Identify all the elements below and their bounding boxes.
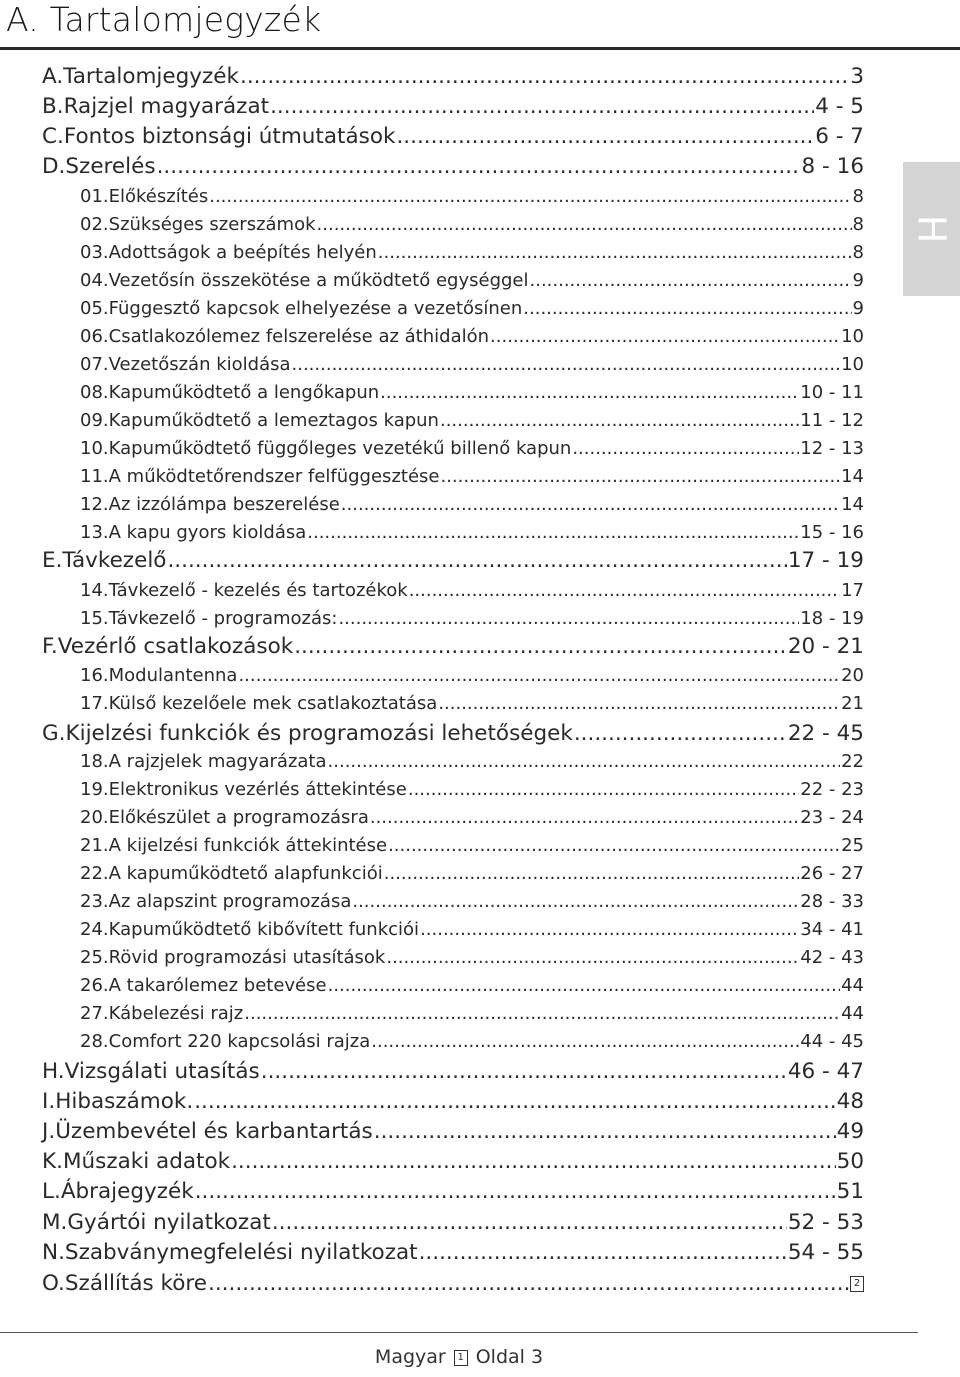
toc-entry	[42, 972, 864, 1000]
page-icon-number: 2	[853, 1278, 861, 1289]
toc-entry-page: 44 - 45	[800, 1031, 864, 1052]
toc-entry-page: 14	[841, 494, 864, 515]
toc-entry-leader-dots	[244, 1000, 840, 1028]
toc-entry-page: 20 - 21	[787, 634, 864, 659]
toc-entry-label: Elektronikus vezérlés áttekintése	[108, 779, 407, 800]
toc-entry-number: 26.	[80, 975, 109, 996]
toc-entry-page: 54 - 55	[787, 1240, 864, 1265]
toc-entry	[42, 1087, 864, 1117]
page-icon	[850, 1276, 864, 1292]
toc-entry-leader-dots	[307, 519, 799, 547]
toc-entry-leader-dots	[408, 776, 799, 804]
toc-entry-label: Kapuműködtető függőleges vezetékű billenő kapun	[108, 438, 572, 459]
toc-entry-leader-dots	[523, 295, 851, 323]
toc-entry-number: E.	[42, 548, 63, 573]
toc-entry-leader-dots	[490, 323, 840, 351]
toc-entry-leader-dots	[294, 632, 787, 662]
toc-entry	[42, 719, 864, 749]
toc-entry-page: 22	[841, 751, 864, 772]
toc-entry-number: 14.	[80, 580, 109, 601]
toc-entry	[42, 804, 864, 832]
toc-entry-page: 8	[852, 242, 864, 263]
toc-entry-number: F.	[42, 634, 58, 659]
toc-entry-page: 26 - 27	[800, 863, 864, 884]
toc-entry-leader-dots	[209, 183, 851, 211]
toc-entry-page: 44	[841, 975, 864, 996]
toc-entry	[42, 239, 864, 267]
toc-entry-page: 52 - 53	[787, 1210, 864, 1235]
toc-entry-leader-dots	[157, 152, 801, 182]
toc-entry-number: 27.	[80, 1003, 109, 1024]
toc-entry-leader-dots	[341, 491, 840, 519]
page-icon-number: 1	[457, 1351, 464, 1363]
toc-entry-number: G.	[42, 721, 66, 746]
toc-entry	[42, 1000, 864, 1028]
toc-entry-leader-dots	[231, 1147, 836, 1177]
toc-entry-number: 24.	[80, 919, 109, 940]
toc-entry-number: 23.	[80, 891, 109, 912]
toc-entry	[42, 832, 864, 860]
toc-entry-leader-dots	[530, 267, 852, 295]
toc-entry	[42, 662, 864, 690]
toc-entry	[42, 267, 864, 295]
toc-entry-page: 46 - 47	[787, 1059, 864, 1084]
toc-entry-label: Kapuműködtető a lemeztagos kapun	[108, 410, 439, 431]
toc-entry-label: Kapuműködtető kibővített funkciói	[108, 919, 420, 940]
toc-entry-label: Kábelezési rajz	[108, 1003, 244, 1024]
toc-entry-label: Függesztő kapcsok elhelyezése a vezetősínen	[108, 298, 523, 319]
toc-entry	[42, 577, 864, 605]
toc-entry-number: 28.	[80, 1031, 109, 1052]
toc-entry-page: 3	[850, 64, 864, 89]
toc-entry-label: Fontos biztonsági útmutatások	[63, 124, 396, 149]
footer-language: Magyar	[374, 1346, 446, 1368]
page-footer	[0, 1346, 918, 1368]
toc-entry-label: A működtetőrendszer felfüggesztése	[108, 466, 440, 487]
toc-entry-number: H.	[42, 1059, 65, 1084]
toc-entry-leader-dots	[440, 463, 840, 491]
toc-entry-leader-dots	[328, 972, 841, 1000]
toc-entry	[42, 1147, 864, 1177]
toc-entry-leader-dots	[272, 1208, 787, 1238]
toc-entry	[42, 379, 864, 407]
toc-entry-leader-dots	[396, 122, 814, 152]
toc-entry-leader-dots	[419, 1238, 787, 1268]
toc-entry-page: 22 - 23	[800, 779, 864, 800]
toc-entry-label: Vizsgálati utasítás	[64, 1059, 260, 1084]
toc-entry-number: A.	[42, 64, 64, 89]
toc-entry-leader-dots	[352, 888, 799, 916]
toc-entry	[42, 62, 864, 92]
toc-entry-number: 08.	[80, 382, 109, 403]
toc-entry-number: 19.	[80, 779, 109, 800]
toc-entry	[42, 435, 864, 463]
page-icon	[454, 1350, 468, 1366]
toc-entry-number: C.	[42, 124, 64, 149]
page-title: A. Tartalomjegyzék	[6, 0, 322, 39]
toc-entry-label: Szállítás köre	[64, 1271, 207, 1296]
toc-entry-number: O.	[42, 1271, 65, 1296]
toc-entry-label: Üzembevétel és karbantartás	[55, 1119, 373, 1144]
toc-entry-label: Távkezelő	[62, 548, 167, 573]
toc-entry-page: 8	[852, 186, 864, 207]
toc-entry	[42, 295, 864, 323]
toc-entry-leader-dots	[292, 351, 841, 379]
toc-entry-page: 48	[836, 1089, 864, 1114]
toc-entry-label: Az izzólámpa beszerelése	[108, 494, 340, 515]
toc-entry-page: 50	[836, 1149, 864, 1174]
toc-entry-number: 25.	[80, 947, 109, 968]
toc-entry	[42, 916, 864, 944]
toc-entry-label: Gyártói nyilatkozat	[67, 1210, 271, 1235]
toc-entry-leader-dots	[328, 748, 841, 776]
toc-entry-page: 17	[841, 580, 864, 601]
toc-entry	[42, 92, 864, 122]
toc-entry-number: D.	[42, 154, 66, 179]
toc-entry-label: Előkészület a programozásra	[108, 807, 369, 828]
toc-entry-number: 04.	[80, 270, 109, 291]
toc-entry-number: 02.	[80, 214, 109, 235]
toc-entry-label: Szerelés	[65, 154, 156, 179]
toc-entry-label: A kijelzési funkciók áttekintése	[108, 835, 388, 856]
toc-entry-number: 20.	[80, 807, 109, 828]
toc-entry-label: A kapu gyors kioldása	[108, 522, 307, 543]
toc-entry-number: 22.	[80, 863, 109, 884]
toc-entry-page	[850, 1269, 864, 1299]
toc-entry	[42, 463, 864, 491]
toc-entry-number: 16.	[80, 665, 109, 686]
toc-entry-label: Tartalomjegyzék	[63, 64, 239, 89]
toc-entry-page: 51	[836, 1179, 864, 1204]
toc-entry	[42, 183, 864, 211]
side-tab-label: H	[909, 214, 954, 244]
toc-entry-page: 44	[841, 1003, 864, 1024]
toc-entry-leader-dots	[388, 832, 840, 860]
toc-entry-leader-dots	[167, 546, 786, 576]
toc-entry	[42, 632, 864, 662]
toc-entry-leader-dots	[420, 916, 799, 944]
toc-entry-leader-dots	[208, 1269, 849, 1299]
toc-entry-leader-dots	[386, 944, 799, 972]
toc-entry-label: Adottságok a beépítés helyén	[108, 242, 377, 263]
toc-entry	[42, 351, 864, 379]
toc-entry-page: 8 - 16	[801, 154, 864, 179]
toc-entry-number: L.	[42, 1179, 61, 1204]
toc-entry	[42, 748, 864, 776]
toc-entry-label: Ábrajegyzék	[60, 1179, 194, 1204]
toc-entry-leader-dots	[317, 211, 852, 239]
toc-entry-page: 15 - 16	[800, 522, 864, 543]
toc-entry	[42, 1238, 864, 1268]
toc-entry	[42, 122, 864, 152]
toc-entry-page: 42 - 43	[800, 947, 864, 968]
toc-entry-label: Rajzjel magyarázat	[63, 94, 270, 119]
toc-entry-page: 11 - 12	[800, 410, 864, 431]
toc-entry-label: Műszaki adatok	[62, 1149, 231, 1174]
toc-entry-number: 17.	[80, 693, 109, 714]
toc-entry	[42, 323, 864, 351]
toc-entry	[42, 211, 864, 239]
toc-entry-number: 11.	[80, 466, 109, 487]
toc-entry-label: Külső kezelőele mek csatlakoztatása	[108, 693, 438, 714]
toc-entry	[42, 407, 864, 435]
toc-entry-number: K.	[42, 1149, 63, 1174]
toc-entry-label: Rövid programozási utasítások	[108, 947, 386, 968]
toc-entry-leader-dots	[194, 1087, 835, 1117]
toc-entry-label: A kapuműködtető alapfunkciói	[108, 863, 383, 884]
toc-entry-label: Távkezelő - programozás:	[108, 608, 338, 629]
toc-entry-leader-dots	[261, 1057, 787, 1087]
toc-entry-leader-dots	[574, 719, 787, 749]
toc-entry-number: 09.	[80, 410, 109, 431]
toc-entry	[42, 152, 864, 182]
toc-entry-leader-dots	[378, 239, 852, 267]
toc-entry-number: M.	[42, 1210, 68, 1235]
toc-entry-leader-dots	[380, 379, 799, 407]
toc-entry	[42, 605, 864, 633]
toc-entry	[42, 1269, 864, 1299]
toc-entry	[42, 690, 864, 718]
toc-entry-page: 18 - 19	[800, 608, 864, 629]
toc-entry-leader-dots	[338, 605, 799, 633]
toc-entry-number: 10.	[80, 438, 109, 459]
toc-entry	[42, 1028, 864, 1056]
toc-entry-label: Kijelzési funkciók és programozási lehetőségek	[65, 721, 573, 746]
toc-entry-number: 15.	[80, 608, 109, 629]
toc-entry-leader-dots	[240, 62, 849, 92]
toc-entry-label: A rajzjelek magyarázata	[108, 751, 327, 772]
toc-entry-page: 49	[836, 1119, 864, 1144]
toc-entry-label: Távkezelő - kezelés és tartozékok	[108, 580, 408, 601]
toc-entry-number: 03.	[80, 242, 109, 263]
toc-entry-leader-dots	[409, 577, 840, 605]
toc-entry-label: Vezetősín összekötése a működtető egységgel	[108, 270, 529, 291]
toc-entry-page: 34 - 41	[800, 919, 864, 940]
toc-entry-page: 10	[841, 326, 864, 347]
toc-entry	[42, 1208, 864, 1238]
toc-entry-number: N.	[42, 1240, 65, 1265]
toc-entry-label: Szabványmegfelelési nyilatkozat	[64, 1240, 418, 1265]
toc-entry-leader-dots	[440, 407, 799, 435]
toc-entry-label: Comfort 220 kapcsolási rajza	[108, 1031, 371, 1052]
toc-entry	[42, 888, 864, 916]
toc-entry-leader-dots	[572, 435, 799, 463]
toc-entry-leader-dots	[384, 860, 800, 888]
toc-entry-label: Előkészítés	[108, 186, 209, 207]
toc-entry-leader-dots	[374, 1117, 836, 1147]
toc-entry-page: 10	[841, 354, 864, 375]
toc-entry	[42, 519, 864, 547]
toc-entry	[42, 491, 864, 519]
toc-entry-number: J.	[42, 1119, 56, 1144]
toc-entry-number: I.	[42, 1089, 56, 1114]
toc-entry	[42, 860, 864, 888]
toc-entry-page: 25	[841, 835, 864, 856]
toc-entry-number: 13.	[80, 522, 109, 543]
toc-entry-leader-dots	[371, 1028, 799, 1056]
toc-entry-page: 9	[852, 298, 864, 319]
toc-entry-number: 18.	[80, 751, 109, 772]
toc-entry-page: 9	[852, 270, 864, 291]
toc-entry	[42, 944, 864, 972]
toc-entry-page: 10 - 11	[800, 382, 864, 403]
toc-entry-label: Szükséges szerszámok	[108, 214, 316, 235]
toc-entry-page: 20	[841, 665, 864, 686]
toc-entry-leader-dots	[195, 1177, 836, 1207]
toc-entry-leader-dots	[238, 662, 840, 690]
toc-entry-page: 8	[852, 214, 864, 235]
toc-entry-leader-dots	[270, 92, 814, 122]
toc-entry-page: 23 - 24	[800, 807, 864, 828]
toc-entry-label: Modulantenna	[108, 665, 238, 686]
toc-entry-page: 14	[841, 466, 864, 487]
toc-entry-number: 01.	[80, 186, 109, 207]
toc-entry-label: Vezérlő csatlakozások	[57, 634, 294, 659]
toc-entry-number: 12.	[80, 494, 109, 515]
footer-page-label: Oldal 3	[475, 1346, 544, 1368]
toc-entry-page: 21	[841, 693, 864, 714]
toc-entry-label: Csatlakozólemez felszerelése az áthidalón	[108, 326, 490, 347]
toc-entry-label: Kapuműködtető a lengőkapun	[108, 382, 380, 403]
toc-entry-page: 28 - 33	[800, 891, 864, 912]
toc-entry-page: 12 - 13	[800, 438, 864, 459]
toc-entry-number: 05.	[80, 298, 109, 319]
toc-entry-label: A takarólemez betevése	[108, 975, 327, 996]
toc-entry-leader-dots	[370, 804, 799, 832]
toc-entry-label: Vezetőszán kioldása	[108, 354, 291, 375]
toc-entry-number: 07.	[80, 354, 109, 375]
toc-entry-number: 06.	[80, 326, 109, 347]
toc-entry-number: 21.	[80, 835, 109, 856]
toc-entry	[42, 546, 864, 576]
toc-entry-page: 17 - 19	[787, 548, 864, 573]
toc-entry-page: 6 - 7	[815, 124, 864, 149]
toc-entry	[42, 1177, 864, 1207]
toc-entry-leader-dots	[438, 690, 840, 718]
toc-entry-label: Az alapszint programozása	[108, 891, 352, 912]
toc-entry-page: 4 - 5	[815, 94, 864, 119]
footer-divider	[0, 1332, 918, 1333]
toc-entry-number: B.	[42, 94, 64, 119]
toc-entry-page: 22 - 45	[787, 721, 864, 746]
toc-entry	[42, 776, 864, 804]
toc-entry	[42, 1057, 864, 1087]
toc-entry-label: Hibaszámok.	[55, 1089, 194, 1114]
toc-entry	[42, 1117, 864, 1147]
